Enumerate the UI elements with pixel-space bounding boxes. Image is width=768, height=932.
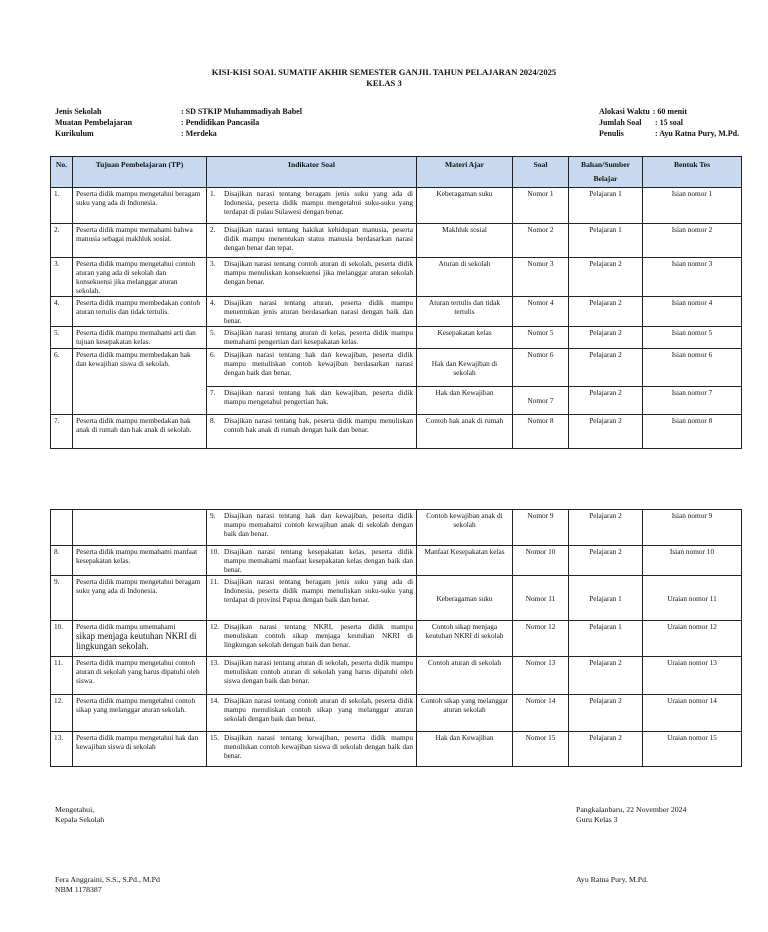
row-number: 11.: [51, 657, 73, 695]
exam-info: [599, 106, 739, 139]
learning-source: Pelajaran 2: [569, 695, 643, 732]
info-value: : 60 menit: [652, 107, 687, 116]
test-form: Uraian nomor 13: [643, 657, 742, 695]
question-number: Nomor 3: [513, 258, 569, 297]
col-header-question: Soal: [513, 157, 569, 188]
table-row: [51, 732, 742, 767]
learning-source: Pelajaran 1: [569, 576, 643, 621]
question-number: Nomor 15: [513, 732, 569, 767]
indicator-number: 14.: [210, 696, 220, 705]
indicator-text: Disajikan narasi tentang contoh aturan di sekolah, peserta didik mampu menuliskan konsekuensi jika melanggar aturan sekolah dengan benar.: [224, 259, 413, 286]
table-header-row: [51, 157, 742, 188]
indicator: [207, 327, 417, 349]
test-form: Isian nomor 1: [643, 188, 742, 224]
test-form: Isian nomor 10: [643, 546, 742, 576]
learning-objective-line1: Peserta didik mampu umemahami: [76, 622, 176, 631]
info-time: [599, 106, 739, 117]
indicator-number: 5.: [210, 328, 216, 337]
info-value: : 15 soal: [655, 118, 683, 127]
indicator-text: Disajikan narasi tentang hak dan kewajiban, peserta didik mampu memahami contoh kewajiban anak di sekolah dengan baik dan benar.: [224, 511, 413, 538]
document-title: [0, 67, 768, 89]
principal-name-block: [55, 875, 160, 895]
indicator: [207, 510, 417, 546]
blueprint-table-page-2: [50, 509, 742, 767]
indicator-text: Disajikan narasi tentang hak, peserta didik mampu menuliskan contoh hak anak di rumah dengan baik dan benar.: [224, 416, 413, 434]
question-number: Nomor 5: [513, 327, 569, 349]
material: Contoh kewajiban anak di sekolah: [417, 510, 513, 546]
learning-source: Pelajaran 2: [569, 349, 643, 387]
row-number: 3.: [51, 258, 73, 297]
question-number: Nomor 2: [513, 224, 569, 258]
question-number: Nomor 11: [513, 576, 569, 621]
material: Aturan tertulis dan tidak tertulis: [417, 297, 513, 327]
indicator-number: 1.: [210, 189, 216, 198]
principal-approval: [55, 805, 104, 825]
indicator-number: 15.: [210, 733, 220, 742]
indicator-number: 2.: [210, 225, 216, 234]
table-row: [51, 349, 742, 387]
info-value: : SD STKIP Muhammadiyah Babel: [181, 107, 302, 116]
row-number: 4.: [51, 297, 73, 327]
indicator-text: Disajikan narasi tentang kesepakatan kelas, peserta didik mampu memahami manfaat kesepakatan kelas dengan baik dan benar.: [224, 547, 413, 574]
indicator-text: Disajikan narasi tentang beragam jenis suku yang ada di Indonesia, peserta didik mampu menuliskan suku-suku yang terdapat di provinsi Papua dengan baik dan benar.: [224, 577, 413, 604]
indicator-text: Disajikan narasi tentang hak dan kewajiban, peserta didik mampu menuliskan contoh kewajiban berdasarkan narasi dengan baik dan benar.: [224, 350, 413, 377]
test-form: Isian nomor 7: [643, 387, 742, 415]
material: Aturan di sekolah: [417, 258, 513, 297]
row-number: 5.: [51, 327, 73, 349]
row-number: 9.: [51, 576, 73, 621]
info-value: : Pendidikan Pancasila: [181, 118, 260, 127]
class-line: KELAS 3: [366, 78, 402, 88]
test-form: Uraian nomor 15: [643, 732, 742, 767]
question-number: Nomor 7: [513, 387, 569, 415]
learning-objective: Peserta didik mampu mengetahui contoh aturan di sekolah yang harus dipatuhi oleh siswa.: [73, 657, 207, 695]
indicator-number: 9.: [210, 511, 216, 520]
test-form: Isian nomor 6: [643, 349, 742, 387]
learning-objective: Peserta didik mampu mengetahui hak dan kewajiban siswa di sekolah: [73, 732, 207, 767]
test-form: Isian nomor 4: [643, 297, 742, 327]
row-number: 1.: [51, 188, 73, 224]
test-form: Isian nomor 3: [643, 258, 742, 297]
learning-objective: Peserta didik mampu mengetahui beragam suku yang ada di Indonesia.: [73, 188, 207, 224]
material: Contoh hak anak di rumah: [417, 415, 513, 449]
indicator: [207, 349, 417, 387]
test-form: Isian nomor 5: [643, 327, 742, 349]
material: Contoh sikap yang melanggar aturan sekolah: [417, 695, 513, 732]
indicator-text: Disajikan narasi tentang aturan di sekolah, peserta didik mampu menuliskan contoh aturan di sekolah yang harus dipatuhi oleh siswa dengan baik dan benar.: [224, 658, 413, 685]
indicator-text: Disajikan narasi tentang aturan, peserta didik mampu menentukan jenis aturan berdasarkan narasi dengan baik dan benar.: [224, 298, 413, 325]
row-number: 13.: [51, 732, 73, 767]
col-header-source: Bahan/Sumber Belajar: [569, 157, 643, 188]
material: Hak dan Kewajiban: [417, 732, 513, 767]
table-row: [51, 224, 742, 258]
learning-objective: Peserta didik mampu mengetahui beragam suku yang ada di Indonesia.: [73, 576, 207, 621]
indicator: [207, 297, 417, 327]
info-question-count: [599, 117, 739, 128]
indicator: [207, 695, 417, 732]
question-number: Nomor 12: [513, 621, 569, 657]
indicator-number: 12.: [210, 622, 220, 631]
table-row: [51, 258, 742, 297]
indicator-text: Disajikan narasi tentang hakikat kehidupan manusia, peserta didik mampu menentukan status manusia berdasarkan narasi dengan benar dan tepat.: [224, 225, 413, 252]
indicator: [207, 576, 417, 621]
test-form: Uraian nomor 12: [643, 621, 742, 657]
col-header-material: Materi Ajar: [417, 157, 513, 188]
material: Contoh aturan di sekolah: [417, 657, 513, 695]
info-school-type: [55, 106, 302, 117]
indicator-text: Disajikan narasi tentang NKRI, peserta didik mampu menuliskan contoh sikap menjaga keutuhan NKRI di lingkungan sekolah dengan baik dan benar.: [224, 622, 413, 649]
indicator-number: 7.: [210, 388, 216, 397]
learning-source: Pelajaran 2: [569, 415, 643, 449]
learning-objective-line2: sikap menjaga keutuhan NKRI di lingkungan sekolah.: [76, 631, 197, 651]
question-number: Nomor 4: [513, 297, 569, 327]
material: Hak dan Kewajiban: [417, 387, 513, 415]
row-number: [51, 510, 73, 546]
test-form: Isian nomor 2: [643, 224, 742, 258]
teacher-name-block: [576, 875, 648, 885]
material: Manfaat Kesepakatan kelas: [417, 546, 513, 576]
test-form: Isian nomor 8: [643, 415, 742, 449]
learning-objective: Peserta didik mampu memahami bahwa manusia sebagai makhluk sosial.: [73, 224, 207, 258]
teacher-name: Ayu Ratna Pury, M.Pd.: [576, 875, 648, 884]
info-author: [599, 128, 739, 139]
indicator: [207, 415, 417, 449]
learning-source: Pelajaran 1: [569, 188, 643, 224]
place-date: Pangkalanbaru, 22 November 2024: [576, 805, 687, 814]
learning-source: Pelajaran 2: [569, 732, 643, 767]
indicator-text: Disajikan narasi tentang beragam jenis suku yang ada di Indonesia, peserta didik mampu mengetahui suku-suku yang terdapat di pulau Sulawesi dengan benar.: [224, 189, 413, 216]
learning-objective: [73, 621, 207, 657]
row-number: 12.: [51, 695, 73, 732]
learning-objective: [73, 510, 207, 546]
question-number: Nomor 6: [513, 349, 569, 387]
indicator: [207, 387, 417, 415]
indicator: [207, 621, 417, 657]
row-number: 7.: [51, 415, 73, 449]
info-value: : Ayu Ratna Pury, M.Pd.: [655, 129, 740, 138]
test-form: Isian nomor 9: [643, 510, 742, 546]
table-row: [51, 297, 742, 327]
question-number: Nomor 13: [513, 657, 569, 695]
indicator: [207, 258, 417, 297]
indicator: [207, 546, 417, 576]
principal-title: Kepala Sekolah: [55, 815, 105, 824]
learning-objective: Peserta didik mampu memahami manfaat kesepakatan kelas.: [73, 546, 207, 576]
row-number: 2.: [51, 224, 73, 258]
principal-id: NBM 1178387: [55, 885, 102, 894]
indicator-number: 10.: [210, 547, 220, 556]
learning-source: Pelajaran 2: [569, 387, 643, 415]
material: Makhluk sosial: [417, 224, 513, 258]
learning-objective: Peserta didik mampu membedakan contoh aturan tertulis dan tidak tertulis.: [73, 297, 207, 327]
learning-source: Pelajaran 1: [569, 621, 643, 657]
learning-source: Pelajaran 2: [569, 297, 643, 327]
table-row: [51, 576, 742, 621]
col-header-test-form: Bentuk Tes: [643, 157, 742, 188]
learning-source: Pelajaran 2: [569, 510, 643, 546]
table-row: [51, 657, 742, 695]
indicator-text: Disajikan narasi tentang kewajiban, peserta didik mampu menuliskan contoh kewajiban siswa di sekolah dengan baik dan benar.: [224, 733, 413, 760]
indicator-number: 8.: [210, 416, 216, 425]
principal-name: Fera Anggraini, S.S., S.Pd., M.Pd: [55, 875, 160, 884]
learning-source: Pelajaran 2: [569, 546, 643, 576]
test-form: Uraian nomor 11: [643, 576, 742, 621]
approval-label: Mengetahui,: [55, 805, 95, 814]
question-number: Nomor 14: [513, 695, 569, 732]
info-key: Jenis Sekolah: [55, 107, 102, 116]
learning-source: Pelajaran 1: [569, 224, 643, 258]
row-number: 10.: [51, 621, 73, 657]
school-info: [55, 106, 302, 139]
info-curriculum: [55, 128, 302, 139]
learning-objective: Peserta didik mampu membedakan hak anak di rumah dan hak anak di sekolah.: [73, 415, 207, 449]
learning-source: Pelajaran 2: [569, 327, 643, 349]
info-key: Muatan Pembelajaran: [55, 118, 133, 127]
indicator-number: 13.: [210, 658, 220, 667]
learning-objective: Peserta didik mampu memahami arti dan tujuan kesepakatan kelas.: [73, 327, 207, 349]
table-row: [51, 510, 742, 546]
indicator: [207, 188, 417, 224]
material: Keberagaman suku: [417, 188, 513, 224]
info-key: Penulis: [599, 129, 624, 138]
title-line: KISI-KISI SOAL SUMATIF AKHIR SEMESTER GANJIL TAHUN PELAJARAN 2024/2025: [211, 67, 557, 77]
indicator-number: 6.: [210, 350, 216, 359]
indicator: [207, 657, 417, 695]
info-key: Jumlah Soal: [599, 118, 642, 127]
blueprint-table-page-1: [50, 156, 742, 449]
learning-source: Pelajaran 2: [569, 657, 643, 695]
question-number: Nomor 9: [513, 510, 569, 546]
material: Kesepakatan kelas: [417, 327, 513, 349]
table-row: [51, 327, 742, 349]
learning-objective: Peserta didik mampu membedakan hak dan kewajiban siswa di sekolah.: [73, 349, 207, 415]
learning-objective: Peserta didik mampu mengetahui contoh aturan yang ada di sekolah dan konsekuensi jika melanggar aturan sekolah.: [73, 258, 207, 297]
indicator-number: 3.: [210, 259, 216, 268]
info-key: Kurikulum: [55, 129, 94, 138]
table-row: [51, 695, 742, 732]
indicator-text: Disajikan narasi tentang contoh aturan di sekolah, peserta didik mampu menuliskan contoh sikap yang melanggar aturan sekolah dengan baik dan benar.: [224, 696, 413, 723]
learning-objective: Peserta didik mampu mengetahui contoh sikap yang melanggar aturan sekolah.: [73, 695, 207, 732]
question-number: Nomor 8: [513, 415, 569, 449]
table-row: [51, 546, 742, 576]
teacher-signoff: [576, 805, 686, 825]
material: Contoh sikap menjaga keutuhan NKRI di sekolah: [417, 621, 513, 657]
info-key: Alokasi Waktu: [599, 107, 650, 116]
col-header-tp: Tujuan Pembelajaran (TP): [73, 157, 207, 188]
learning-source: Pelajaran 2: [569, 258, 643, 297]
material: Keberagaman suku: [417, 576, 513, 621]
row-number: 6.: [51, 349, 73, 415]
indicator-number: 11.: [210, 577, 219, 586]
indicator: [207, 224, 417, 258]
col-header-no: No.: [51, 157, 73, 188]
table-row: [51, 415, 742, 449]
material: Hak dan Kewajiban di sekolah: [417, 349, 513, 387]
question-number: Nomor 10: [513, 546, 569, 576]
info-subject: [55, 117, 302, 128]
indicator: [207, 732, 417, 767]
info-value: : Merdeka: [181, 129, 217, 138]
row-number: 8.: [51, 546, 73, 576]
table-row: [51, 621, 742, 657]
indicator-text: Disajikan narasi tentang aturan di kelas, peserta didik mampu memahami pengertian dari kesepakatan kelas.: [224, 328, 413, 346]
question-number: Nomor 1: [513, 188, 569, 224]
teacher-title: Guru Kelas 3: [576, 815, 618, 824]
table-row: [51, 188, 742, 224]
indicator-text: Disajikan narasi tentang hak dan kewajiban, peserta didik mampu mengetahui pengertian hak.: [224, 388, 413, 406]
test-form: Uraian nomor 14: [643, 695, 742, 732]
indicator-number: 4.: [210, 298, 216, 307]
col-header-indicator: Indikator Soal: [207, 157, 417, 188]
